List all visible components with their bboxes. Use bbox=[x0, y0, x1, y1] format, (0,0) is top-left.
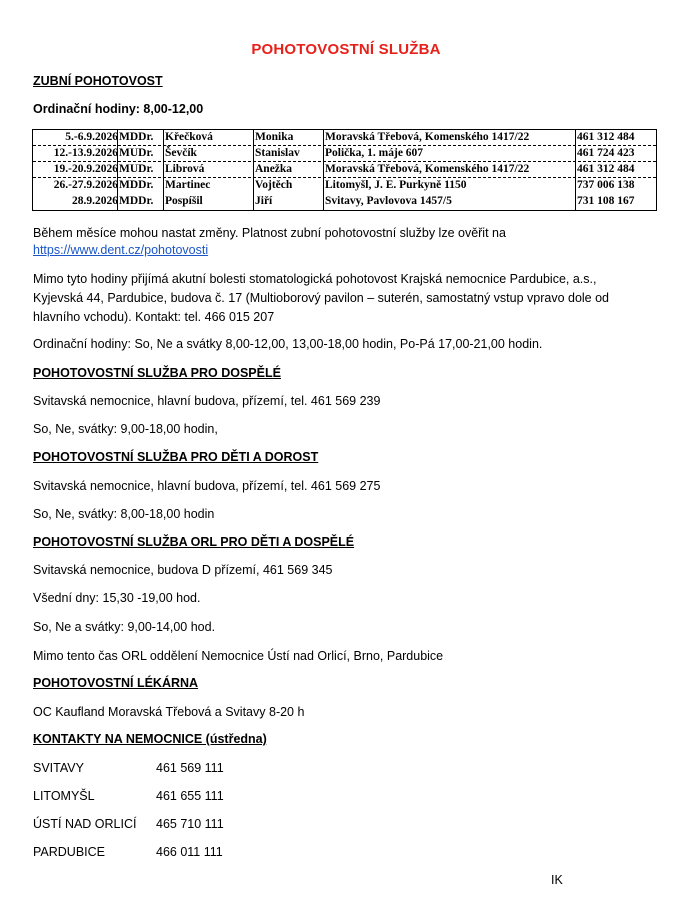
dental-schedule-table bbox=[32, 129, 657, 211]
date-cell: 5.-6.9.2026 bbox=[65, 131, 118, 143]
page-title: POHOTOVOSTNÍ SLUŽBA bbox=[251, 41, 441, 58]
name-cell: Stanislav bbox=[255, 147, 300, 159]
address-cell: Moravská Třebová, Komenského 1417/22 bbox=[325, 131, 530, 143]
orl-weekdays: Všední dny: 15,30 -19,00 hod. bbox=[33, 591, 201, 605]
adults-hours: So, Ne, svátky: 9,00-18,00 hodin, bbox=[33, 422, 218, 436]
name-cell: Anežka bbox=[255, 163, 293, 175]
contact-phone: 465 710 111 bbox=[156, 817, 224, 831]
dental-hours: Ordinační hodiny: 8,00-12,00 bbox=[33, 102, 204, 116]
contact-phone: 461 569 111 bbox=[156, 761, 224, 775]
name-cell: Vojtěch bbox=[255, 179, 293, 191]
orl-location: Svitavská nemocnice, budova D přízemí, 461 569 345 bbox=[33, 563, 333, 577]
address-cell: Svitavy, Pavlovova 1457/5 bbox=[325, 195, 452, 207]
children-heading: POHOTOVOSTNÍ SLUŽBA PRO DĚTI A DOROST bbox=[33, 450, 319, 464]
phone-cell: 737 006 138 bbox=[577, 179, 635, 191]
address-cell: Moravská Třebová, Komenského 1417/22 bbox=[325, 163, 530, 175]
dental-heading: ZUBNÍ POHOTOVOST bbox=[33, 74, 163, 88]
author-initials: IK bbox=[551, 873, 563, 887]
hospital-line-1: Mimo tyto hodiny přijímá akutní bolesti stomatologická pohotovost Krajská nemocnice Pardubice, a.s., bbox=[33, 272, 597, 286]
hospital-line-2: Kyjevská 44, Pardubice, budova č. 17 (Multioborový pavilon – suterén, samostatný vstup vpravo dole od bbox=[33, 291, 610, 305]
children-hours: So, Ne, svátky: 8,00-18,00 hodin bbox=[33, 507, 215, 521]
contact-city: PARDUBICE bbox=[33, 845, 106, 859]
title-cell: MDDr. bbox=[119, 195, 154, 207]
phone-cell: 461 312 484 bbox=[577, 131, 635, 143]
address-cell: Polička, 1. máje 607 bbox=[325, 147, 424, 159]
contact-phone: 461 655 111 bbox=[156, 789, 224, 803]
table-row bbox=[33, 146, 656, 162]
table-row bbox=[33, 130, 656, 146]
date-cell: 19.-20.9.2026 bbox=[53, 163, 118, 175]
orl-heading: POHOTOVOSTNÍ SLUŽBA ORL PRO DĚTI A DOSPĚLÉ bbox=[33, 535, 355, 549]
address-cell: Litomyšl, J. E. Purkyně 1150 bbox=[325, 179, 467, 191]
contact-city: SVITAVY bbox=[33, 761, 84, 775]
adults-location: Svitavská nemocnice, hlavní budova, přízemí, tel. 461 569 239 bbox=[33, 394, 381, 408]
dent-link[interactable]: https://www.dent.cz/pohotovosti bbox=[33, 243, 209, 257]
hospital-line-3: hlavního vchodu). Kontakt: tel. 466 015 207 bbox=[33, 310, 275, 324]
pharmacy-heading: POHOTOVOSTNÍ LÉKÁRNA bbox=[33, 676, 199, 690]
surname-cell: Martinec bbox=[165, 179, 211, 191]
name-cell: Jiří bbox=[255, 195, 273, 207]
surname-cell: Křečková bbox=[165, 131, 213, 143]
surname-cell: Librová bbox=[165, 163, 205, 175]
adults-heading: POHOTOVOSTNÍ SLUŽBA PRO DOSPĚLÉ bbox=[33, 366, 281, 380]
title-cell: MDDr. bbox=[119, 179, 154, 191]
table-row bbox=[33, 162, 656, 178]
children-location: Svitavská nemocnice, hlavní budova, přízemí, tel. 461 569 275 bbox=[33, 479, 381, 493]
date-cell: 28.9.2026 bbox=[72, 195, 118, 207]
table-row bbox=[33, 178, 656, 193]
name-cell: Monika bbox=[255, 131, 294, 143]
phone-cell: 461 724 423 bbox=[577, 147, 635, 159]
title-cell: MUDr. bbox=[119, 163, 154, 175]
surname-cell: Pospíšil bbox=[165, 195, 203, 207]
title-cell: MUDr. bbox=[119, 147, 154, 159]
contacts-heading: KONTAKTY NA NEMOCNICE (ústředna) bbox=[33, 732, 267, 746]
orl-weekend: So, Ne a svátky: 9,00-14,00 hod. bbox=[33, 620, 216, 634]
dental-note-text: Během měsíce mohou nastat změny. Platnost zubní pohotovostní služby lze ověřit na bbox=[33, 226, 506, 240]
phone-cell: 461 312 484 bbox=[577, 163, 635, 175]
table-row bbox=[33, 194, 656, 209]
contact-city: ÚSTÍ NAD ORLICÍ bbox=[33, 817, 137, 831]
contact-city: LITOMYŠL bbox=[33, 789, 95, 803]
date-cell: 12.-13.9.2026 bbox=[53, 147, 118, 159]
date-cell: 26.-27.9.2026 bbox=[53, 179, 118, 191]
pharmacy-text: OC Kaufland Moravská Třebová a Svitavy 8-20 h bbox=[33, 705, 305, 719]
hospital-hours: Ordinační hodiny: So, Ne a svátky 8,00-12,00, 13,00-18,00 hodin, Po-Pá 17,00-21,00 hodin. bbox=[33, 337, 543, 351]
phone-cell: 731 108 167 bbox=[577, 195, 635, 207]
surname-cell: Ševčík bbox=[165, 147, 197, 159]
title-cell: MDDr. bbox=[119, 131, 154, 143]
contact-phone: 466 011 111 bbox=[156, 845, 223, 859]
dental-note bbox=[33, 225, 659, 259]
orl-outside: Mimo tento čas ORL oddělení Nemocnice Ústí nad Orlicí, Brno, Pardubice bbox=[33, 649, 444, 663]
